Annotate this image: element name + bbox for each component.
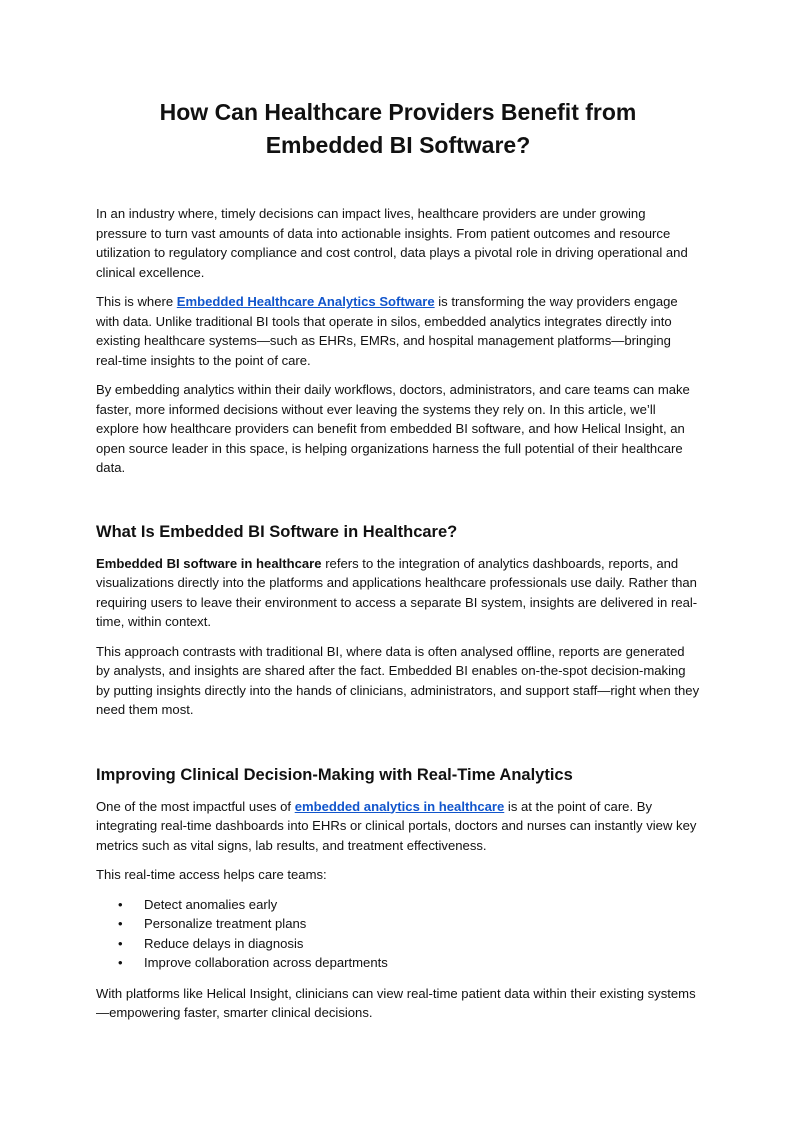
page-title-line-1: How Can Healthcare Providers Benefit from: [159, 99, 637, 125]
page-title: [96, 96, 700, 162]
embedded-healthcare-analytics-link[interactable]: Embedded Healthcare Analytics Software: [176, 294, 435, 309]
intro-paragraph-1: In an industry where, timely decisions can impact lives, healthcare providers are under growing pressure to turn vast amounts of data into actionable insights. From patient outcomes and resource utilization to regulatory compliance and cost control, data plays a pivotal role in driving operational and clinical excellence.: [96, 206, 688, 280]
list-item-text: Personalize treatment plans: [144, 916, 307, 931]
intro-paragraph-3: By embedding analytics within their daily workflows, doctors, administrators, and care teams can make faster, more informed decisions without ever leaving the systems they rely on. In this article, we’ll explore how healthcare providers can benefit from embedded BI software, and how Helical Insight, an open source leader in this space, is helping organizations harness the full potential of their healthcare data.: [96, 382, 690, 475]
section1-bold-term: Embedded BI software in healthcare: [96, 555, 322, 571]
intro-paragraph-2-lead: This is where: [96, 294, 177, 309]
section2-paragraph-1-lead: One of the most impactful uses of: [96, 798, 295, 814]
list-item: [96, 934, 700, 954]
section1-paragraph-1: [96, 554, 700, 632]
list-item-text: Improve collaboration across departments: [144, 955, 388, 970]
intro-paragraph-2: [96, 292, 700, 370]
section1-paragraph-2: This approach contrasts with traditional BI, where data is often analysed offline, reports are generated by analysts, and insights are shared after the fact. Embedded BI enables on-the-spot decision-making by putting insights directly into the hands of clinicians, administrators, and support staff—right when they need them most.: [96, 643, 700, 717]
care-team-benefits-list: [96, 895, 700, 973]
list-item: [96, 953, 700, 973]
section1-paragraph-1-rest: refers to the integration of analytics dashboards, reports, and visualizations directly into the platforms and applications healthcare professionals use daily. Rather than requiring users to leave their environment to access a separate BI system, insights are delivered in real-time, within context.: [96, 555, 698, 629]
list-item: [96, 895, 700, 915]
list-item-text: Reduce delays in diagnosis: [144, 935, 304, 951]
bullet-icon: •: [118, 955, 123, 970]
document-page: [96, 0, 700, 1023]
section2-paragraph-1: [96, 797, 700, 856]
section-heading-clinical-decision-making: Improving Clinical Decision-Making with Real-Time Analytics: [96, 765, 573, 784]
embedded-analytics-healthcare-link[interactable]: embedded analytics in healthcare: [294, 798, 505, 814]
bullet-icon: •: [118, 935, 123, 951]
section-heading-what-is-embedded-bi: What Is Embedded BI Software in Healthcare?: [96, 522, 458, 541]
page-title-line-2: Embedded BI Software?: [265, 132, 531, 158]
list-item-text: Detect anomalies early: [144, 896, 278, 912]
section2-paragraph-3: With platforms like Helical Insight, clinicians can view real-time patient data within their existing systems—empowering faster, smarter clinical decisions.: [96, 985, 696, 1020]
bullet-icon: •: [118, 896, 123, 912]
bullet-icon: •: [118, 916, 123, 931]
section2-paragraph-2: This real-time access helps care teams:: [96, 867, 327, 882]
section2-paragraph-1-rest: is at the point of care. By integrating real-time dashboards into EHRs or clinical portals, doctors and nurses can instantly view key metrics such as vital signs, lab results, and treatment effectiveness.: [96, 798, 697, 853]
list-item: [96, 914, 700, 934]
intro-paragraph-2-rest: is transforming the way providers engage with data. Unlike traditional BI tools that operate in silos, embedded analytics integrates directly into existing healthcare systems—such as EHRs, EMRs, and hospital management platforms—bringing real-time insights to the point of care.: [96, 294, 678, 368]
